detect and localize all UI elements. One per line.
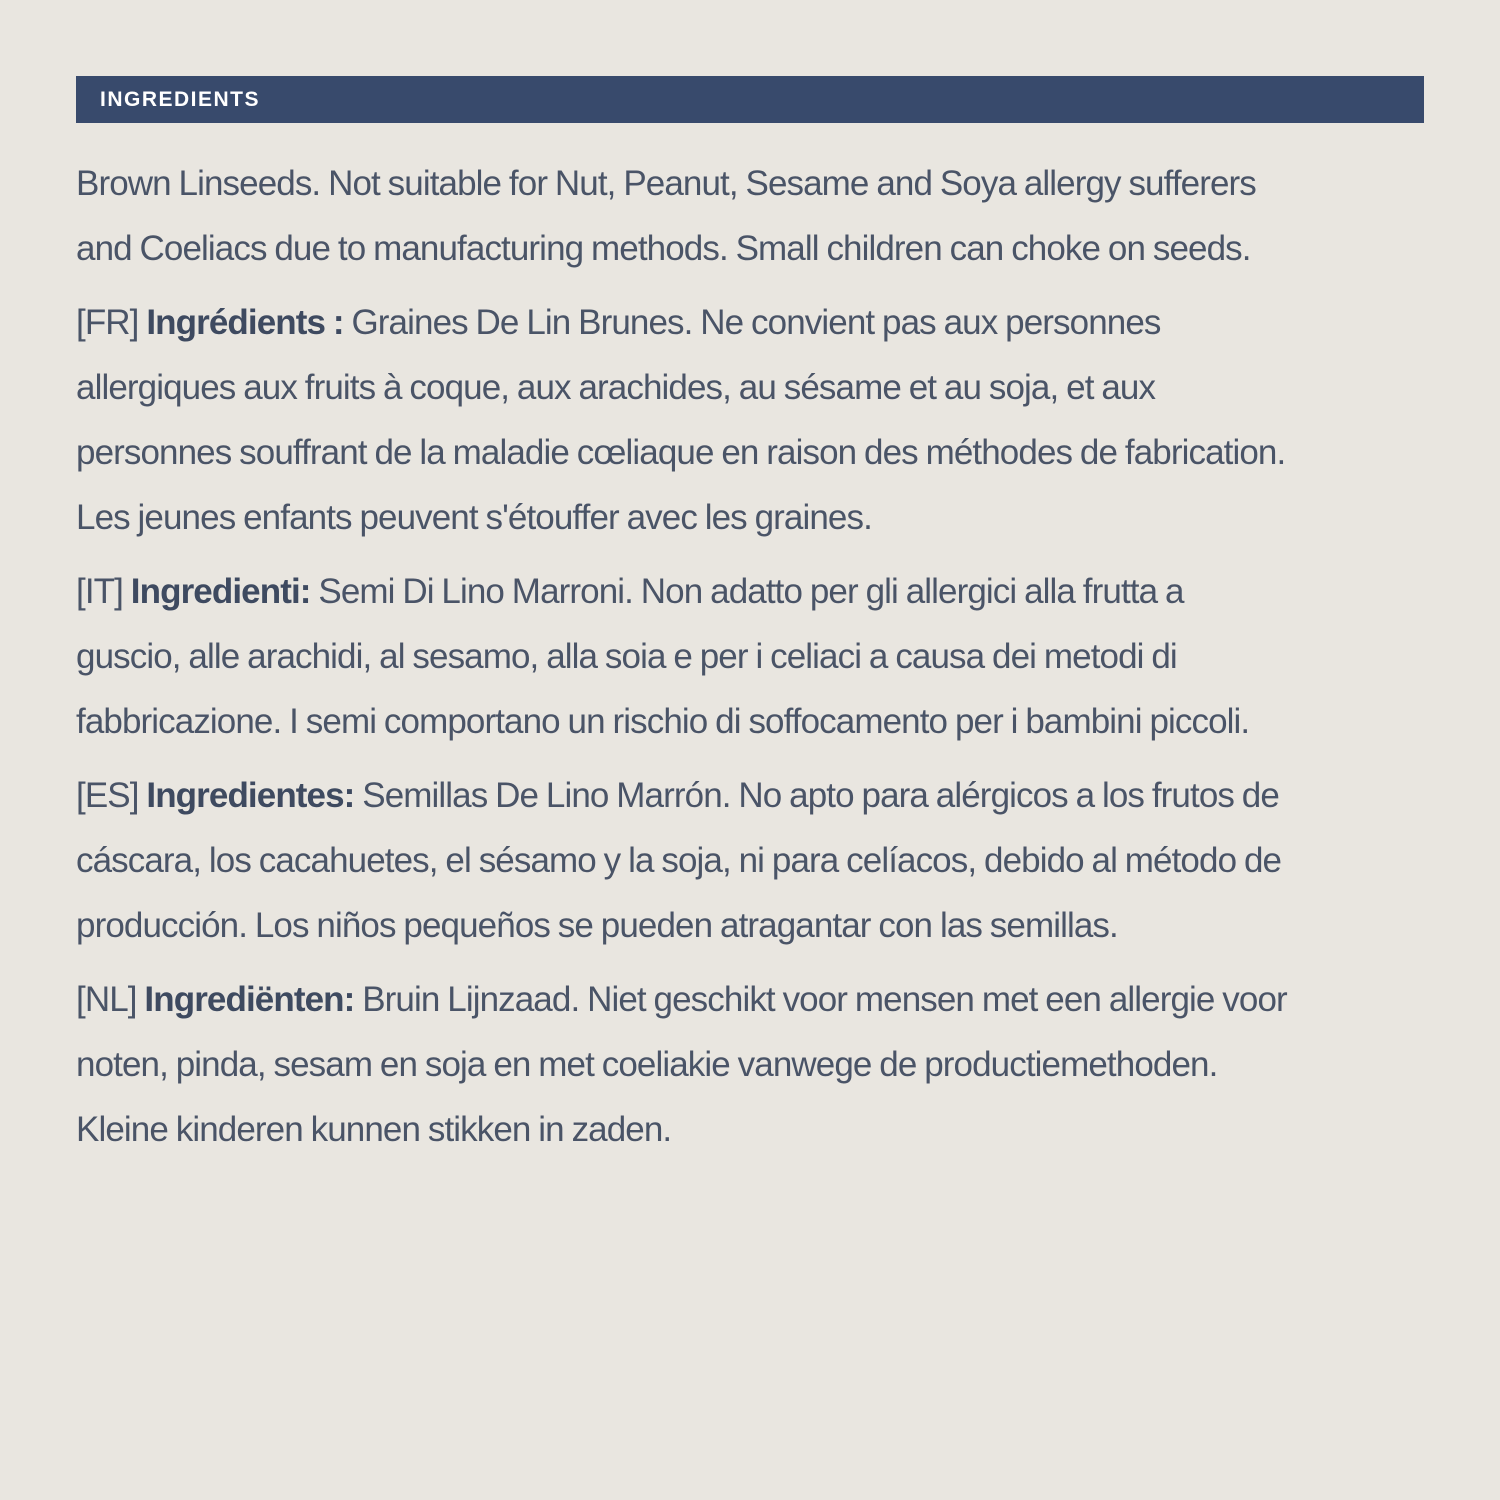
ingredients-heading-nl: Ingrediënten:: [144, 980, 355, 1019]
ingredients-fr-line-1-text: Graines De Lin Brunes. Ne convient pas aux personnes: [343, 303, 1161, 342]
ingredients-body: [76, 151, 1424, 1162]
language-tag-fr: [FR]: [76, 303, 147, 342]
language-tag-it: [IT]: [76, 572, 131, 611]
ingredients-en-line-1: Brown Linseeds. Not suitable for Nut, Peanut, Sesame and Soya allergy sufferers: [76, 164, 1256, 203]
ingredients-heading-it: Ingredienti:: [130, 572, 311, 611]
ingredients-nl-line-1: [76, 967, 1424, 1032]
ingredients-en: [76, 151, 1424, 281]
ingredients-nl-line-1-text: Bruin Lijnzaad. Niet geschikt voor mensen met een allergie voor: [354, 980, 1287, 1019]
ingredients-it-line-2: guscio, alle arachidi, al sesamo, alla soia e per i celiaci a causa dei metodi di: [76, 637, 1177, 676]
ingredients-heading-fr: Ingrédients :: [146, 303, 344, 342]
ingredients-fr: [76, 290, 1424, 550]
language-tag-es: [ES]: [76, 776, 147, 815]
ingredients-heading-es: Ingredientes:: [146, 776, 355, 815]
language-tag-nl: [NL]: [76, 980, 145, 1019]
ingredients-fr-line-2: allergiques aux fruits à coque, aux arachides, au sésame et au soja, et aux: [76, 368, 1156, 407]
ingredients-panel: [76, 76, 1424, 1171]
ingredients-header-bar: [76, 76, 1424, 123]
ingredients-title: INGREDIENTS: [100, 87, 261, 111]
ingredients-it-line-1: [76, 559, 1424, 624]
ingredients-nl-line-3: Kleine kinderen kunnen stikken in zaden.: [76, 1110, 672, 1149]
ingredients-nl-line-2: noten, pinda, sesam en soja en met coeliakie vanwege de productiemethoden.: [76, 1045, 1218, 1084]
ingredients-nl: [76, 967, 1424, 1162]
ingredients-it: [76, 559, 1424, 754]
ingredients-fr-line-4: Les jeunes enfants peuvent s'étouffer avec les graines.: [76, 498, 872, 537]
ingredients-es: [76, 763, 1424, 958]
ingredients-es-line-1-text: Semillas De Lino Marrón. No apto para alérgicos a los frutos de: [354, 776, 1279, 815]
ingredients-it-line-1-text: Semi Di Lino Marroni. Non adatto per gli allergici alla frutta a: [310, 572, 1184, 611]
ingredients-fr-line-1: [76, 290, 1424, 355]
ingredients-es-line-2: cáscara, los cacahuetes, el sésamo y la soja, ni para celíacos, debido al método de: [76, 841, 1282, 880]
ingredients-es-line-3: producción. Los niños pequeños se pueden atragantar con las semillas.: [76, 906, 1118, 945]
ingredients-fr-line-3: personnes souffrant de la maladie cœliaque en raison des méthodes de fabrication.: [76, 433, 1286, 472]
ingredients-en-line-2: and Coeliacs due to manufacturing methods. Small children can choke on seeds.: [76, 229, 1251, 268]
ingredients-es-line-1: [76, 763, 1424, 828]
ingredients-it-line-3: fabbricazione. I semi comportano un rischio di soffocamento per i bambini piccoli.: [76, 702, 1250, 741]
